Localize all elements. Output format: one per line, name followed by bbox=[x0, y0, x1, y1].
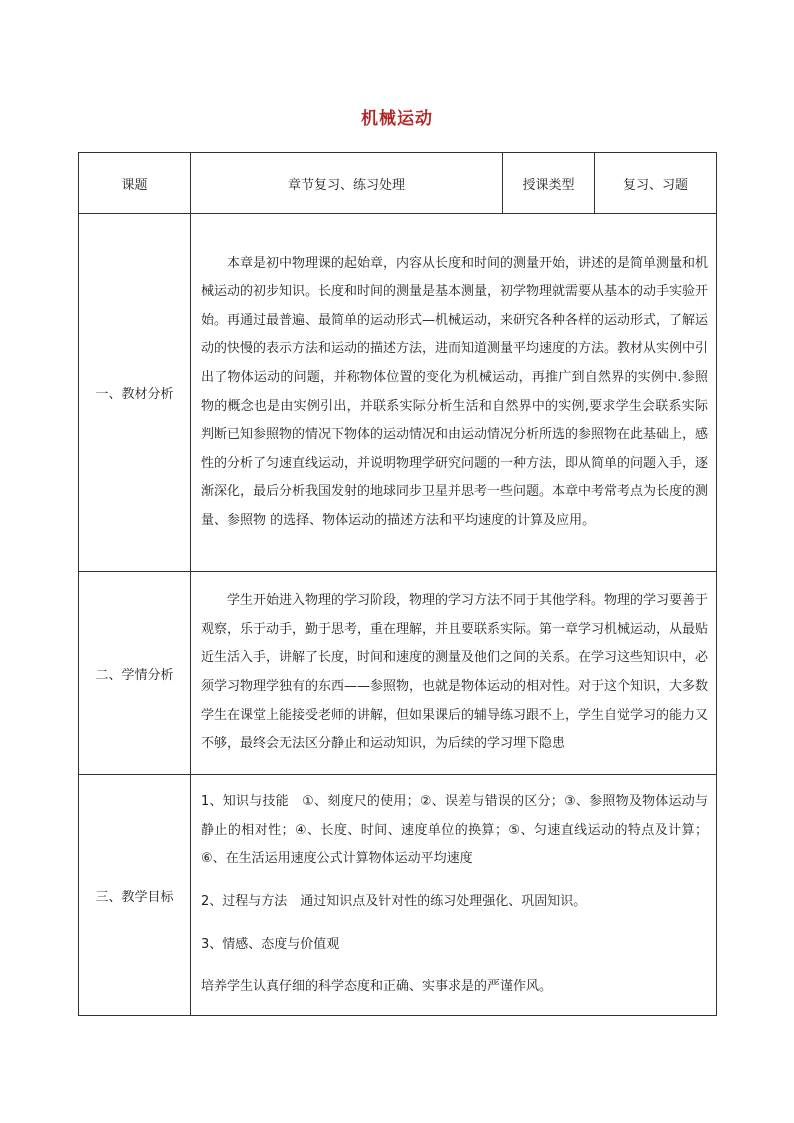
goal-knowledge: 1、知识与技能 ①、刻度尺的使用；②、误差与错误的区分；③、参照物及物体运动与静止的相对性；④、长度、时间、速度单位的换算；⑤、匀速直线运动的特点及计算；⑥、在生活运用速度公式计算物体运动平均速度 bbox=[201, 794, 708, 867]
student-analysis-text: 学生开始进入物理的学习阶段，物理的学习方法不同于其他学科。物理的学习要善于观察，乐于动手，勤于思考，重在理解，并且要联系实际。第一章学习机械运动，从最贴近生活入手，讲解了长度，时间和速度的测量及他们之间的关系。在学习这些知识中，必须学习物理学独有的东西——参照物，也就是物体运动的相对性。对于这个知识，大多数学生在课堂上能接受老师的讲解，但如果课后的辅导练习跟不上，学生自觉学习的能力又不够，最终会无法区分静止和运动知识，为后续的学习埋下隐患 bbox=[201, 593, 709, 752]
topic-label-cell bbox=[79, 153, 191, 214]
lesson-plan-table bbox=[78, 152, 717, 1016]
student-analysis-cell bbox=[191, 572, 717, 775]
student-analysis-row bbox=[79, 572, 717, 775]
type-value: 复习、习题 bbox=[622, 177, 688, 193]
section-label-text: 一、教材分析 bbox=[95, 387, 174, 402]
topic-value: 章节复习、练习处理 bbox=[287, 177, 405, 193]
type-label: 授课类型 bbox=[522, 177, 575, 193]
textbook-analysis-row bbox=[79, 214, 717, 572]
section-label-text: 三、教学目标 bbox=[95, 889, 174, 905]
textbook-analysis-text: 本章是初中物理课的起始章，内容从长度和时间的测量开始，讲述的是简单测量和机械运动的初步知识。长度和时间的测量是基本测量，初学物理就需要从基本的动手实验开始。再通过最普遍、最简单的运动形式—机械运动，来研究各种各样的运动形式，了解运动的快慢的表示方法和运动的描述方法，进而知道测量平均速度的方法。教材从实例中引出了物体运动的问题，并称物体位置的变化为机械运动，再推广到自然界的实例中.参照物的概念也是由实例引出，并联系实际分析生活和自然界中的实例,要求学生会联系实际判断已知参照物的情况下物体的运动情况和由运动情况分析所选的参照物在此基础上，感性的分析了匀速直线运动，并说明物理学研究问题的一种方法，即从简单的问题入手，逐渐深化，最后分析我国发射的地球同步卫星并思考一些问题。本章中考常考点为长度的测量、参照物 的选择、物体运动的描述方法和平均速度的计算及应用。 bbox=[201, 255, 709, 528]
goal-attitude-heading: 3、情感、态度与价值观 bbox=[201, 936, 340, 952]
topic-label: 课题 bbox=[121, 177, 148, 193]
section-label-text: 二、学情分析 bbox=[95, 667, 174, 683]
topic-value-cell bbox=[191, 153, 503, 214]
goal-process: 2、过程与方法 通过知识点及针对性的练习处理强化、巩固知识。 bbox=[201, 894, 587, 909]
type-label-cell bbox=[503, 153, 595, 214]
section-label-students bbox=[79, 572, 191, 775]
teaching-goals-row bbox=[79, 775, 717, 1016]
goal-attitude-text: 培养学生认真仔细的科学态度和正确、实事求是的严谨作风。 bbox=[201, 979, 553, 995]
teaching-goals-cell bbox=[191, 775, 717, 1016]
header-row bbox=[79, 153, 717, 214]
type-value-cell bbox=[595, 153, 717, 214]
section-label-goals bbox=[79, 775, 191, 1016]
document-title: 机械运动 bbox=[361, 109, 433, 129]
textbook-analysis-cell bbox=[191, 214, 717, 572]
section-label-textbook bbox=[79, 214, 191, 572]
